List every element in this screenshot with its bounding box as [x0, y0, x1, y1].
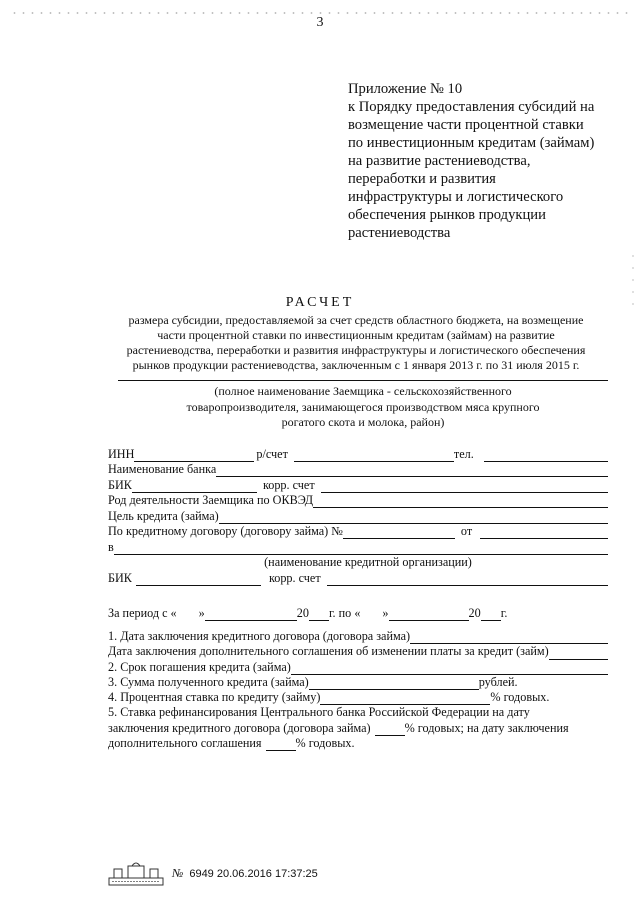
bik2-field[interactable]	[136, 575, 261, 586]
period-row	[108, 606, 608, 622]
item-3-label: 3. Сумма полученного кредита (займа)	[108, 674, 309, 689]
in-label: в	[108, 539, 114, 554]
item-4	[108, 690, 608, 705]
year-suffix-end: г.	[500, 606, 508, 620]
appendix-line: возмещение части процентной ставки	[348, 117, 584, 133]
year-suffix: г. по «	[328, 606, 361, 620]
bik-field[interactable]	[132, 482, 257, 493]
period-month-to-field[interactable]	[389, 610, 469, 621]
quote-close: »	[382, 606, 389, 620]
contract-number-field[interactable]	[343, 528, 455, 539]
caption-line: рогатого скота и молока, район)	[281, 415, 445, 429]
year-prefix: 20	[468, 606, 481, 620]
item-4-unit: % годовых.	[490, 690, 550, 705]
account-label: р/счет	[256, 446, 288, 461]
period-month-from-field[interactable]	[205, 610, 297, 621]
year-prefix: 20	[296, 606, 309, 620]
bik-row	[108, 477, 608, 493]
item-2-field[interactable]	[291, 664, 608, 675]
item-5-line-3	[108, 736, 608, 751]
subtitle-line: растениеводства, переработки и развития инфраструктуры и логистического обеспечения	[126, 343, 586, 357]
period-prefix: За период с «	[108, 606, 177, 620]
bik-label: БИК	[108, 477, 132, 492]
item-1-label: 1. Дата заключения кредитного договора (договора займа)	[108, 629, 411, 643]
inn-row	[108, 446, 608, 462]
item-1b-label: Дата заключения дополнительного соглашения об изменении платы за кредит (займ)	[108, 644, 549, 659]
quote-close: »	[198, 606, 205, 620]
number-sign: №	[172, 865, 184, 880]
appendix-line: переработки и развития	[348, 171, 496, 187]
bik2-row	[108, 570, 608, 586]
item-5-line-2	[108, 721, 608, 736]
phone-label: тел.	[453, 446, 474, 461]
appendix-line: Приложение № 10	[348, 81, 463, 97]
item-1b	[108, 644, 608, 659]
item-2	[108, 660, 608, 675]
period-day-to-field[interactable]	[360, 610, 382, 621]
subtitle-line: размера субсидии, предоставляемой за счет средств областного бюджета, на возмещение	[128, 313, 584, 327]
item-5-rate-agreement-field[interactable]	[266, 740, 296, 751]
subtitle-line: рынков продукции растениеводства, заключенным с 1 января 2013 г. по 31 июля 2015 г.	[132, 358, 580, 372]
activity-row	[108, 493, 608, 509]
scan-noise-top	[10, 12, 628, 14]
item-3-unit: рублей.	[478, 674, 518, 689]
page-number: 3	[316, 15, 324, 30]
registration-footer	[108, 858, 408, 888]
credit-org-field[interactable]	[114, 544, 608, 555]
item-1-field[interactable]	[410, 633, 608, 644]
appendix-line: на развитие растениеводства,	[348, 153, 531, 169]
appendix-line: по инвестиционным кредитам (займам)	[348, 135, 595, 151]
item-5-label: 5. Ставка рефинансирования Центрального банка Российской Федерации на дату	[108, 705, 530, 720]
item-5-rate-contract-field[interactable]	[375, 725, 405, 736]
item-4-field[interactable]	[320, 694, 490, 705]
requisites-form	[108, 446, 608, 621]
item-1	[108, 629, 608, 644]
period-year-from-field[interactable]	[309, 610, 329, 621]
from-label: от	[460, 524, 473, 538]
item-1b-field[interactable]	[549, 649, 608, 660]
appendix-line: обеспечения рынков продукции	[348, 207, 546, 223]
corr-account-field[interactable]	[321, 482, 608, 493]
item-3-field[interactable]	[309, 679, 479, 690]
item-4-label: 4. Процентная ставка по кредиту (займу)	[108, 690, 321, 705]
calculation-items	[108, 629, 608, 751]
inn-field[interactable]	[134, 451, 254, 462]
corr-account-label: корр. счет	[262, 477, 315, 492]
item-5-label-3b: % годовых.	[295, 736, 355, 751]
caption-line: (полное наименование Заемщика - сельскохозяйственного	[214, 384, 512, 398]
period-year-to-field[interactable]	[481, 610, 501, 621]
account-field[interactable]	[294, 451, 454, 462]
item-5-label-2b: % годовых; на дату заключения	[404, 720, 569, 735]
borrower-caption	[118, 384, 608, 431]
bank-name-label: Наименование банка	[108, 462, 217, 476]
bank-row	[108, 462, 608, 478]
item-5-label-3a: дополнительного соглашения	[108, 736, 262, 751]
item-3	[108, 675, 608, 690]
item-5-line-1	[108, 705, 608, 720]
purpose-field[interactable]	[219, 513, 608, 524]
purpose-row	[108, 508, 608, 524]
appendix-line: растениеводства	[348, 225, 451, 241]
registry-stamp-icon	[108, 860, 164, 886]
inn-label: ИНН	[108, 446, 135, 461]
credit-org-caption: (наименование кредитной организации)	[264, 555, 472, 569]
caption-line: товаропроизводителя, занимающегося производством мяса крупного	[186, 399, 540, 414]
bank-name-field[interactable]	[216, 466, 608, 477]
activity-label: Род деятельности Заемщика по ОКВЭД	[108, 493, 314, 507]
registration-number: 6949 20.06.2016 17:37:25	[189, 867, 318, 880]
corr-account2-label: корр. счет	[268, 570, 321, 585]
credit-org-caption-row	[108, 555, 608, 571]
appendix-line: инфраструктуры и логистического	[348, 189, 564, 205]
credit-org-row	[108, 539, 608, 555]
phone-field[interactable]	[484, 451, 608, 462]
borrower-name-field[interactable]	[118, 380, 608, 381]
period-day-from-field[interactable]	[177, 610, 199, 621]
document-title: РАСЧЕТ	[285, 295, 355, 310]
bik2-label: БИК	[108, 570, 132, 585]
contract-row	[108, 524, 608, 540]
activity-field[interactable]	[313, 497, 608, 508]
corr-account2-field[interactable]	[327, 575, 608, 586]
document-subtitle	[96, 313, 616, 373]
item-2-label: 2. Срок погашения кредита (займа)	[108, 659, 291, 674]
appendix-line: к Порядку предоставления субсидий на	[348, 99, 595, 115]
purpose-label: Цель кредита (займа)	[108, 508, 219, 523]
appendix-header	[348, 80, 628, 242]
subtitle-line: части процентной ставки по инвестиционным кредитам (займам) на развитие	[157, 328, 555, 342]
contract-date-field[interactable]	[480, 528, 608, 539]
contract-label: По кредитному договору (договору займа) №	[108, 524, 343, 538]
item-5-label-2a: заключения кредитного договора (договора займа)	[108, 720, 371, 735]
